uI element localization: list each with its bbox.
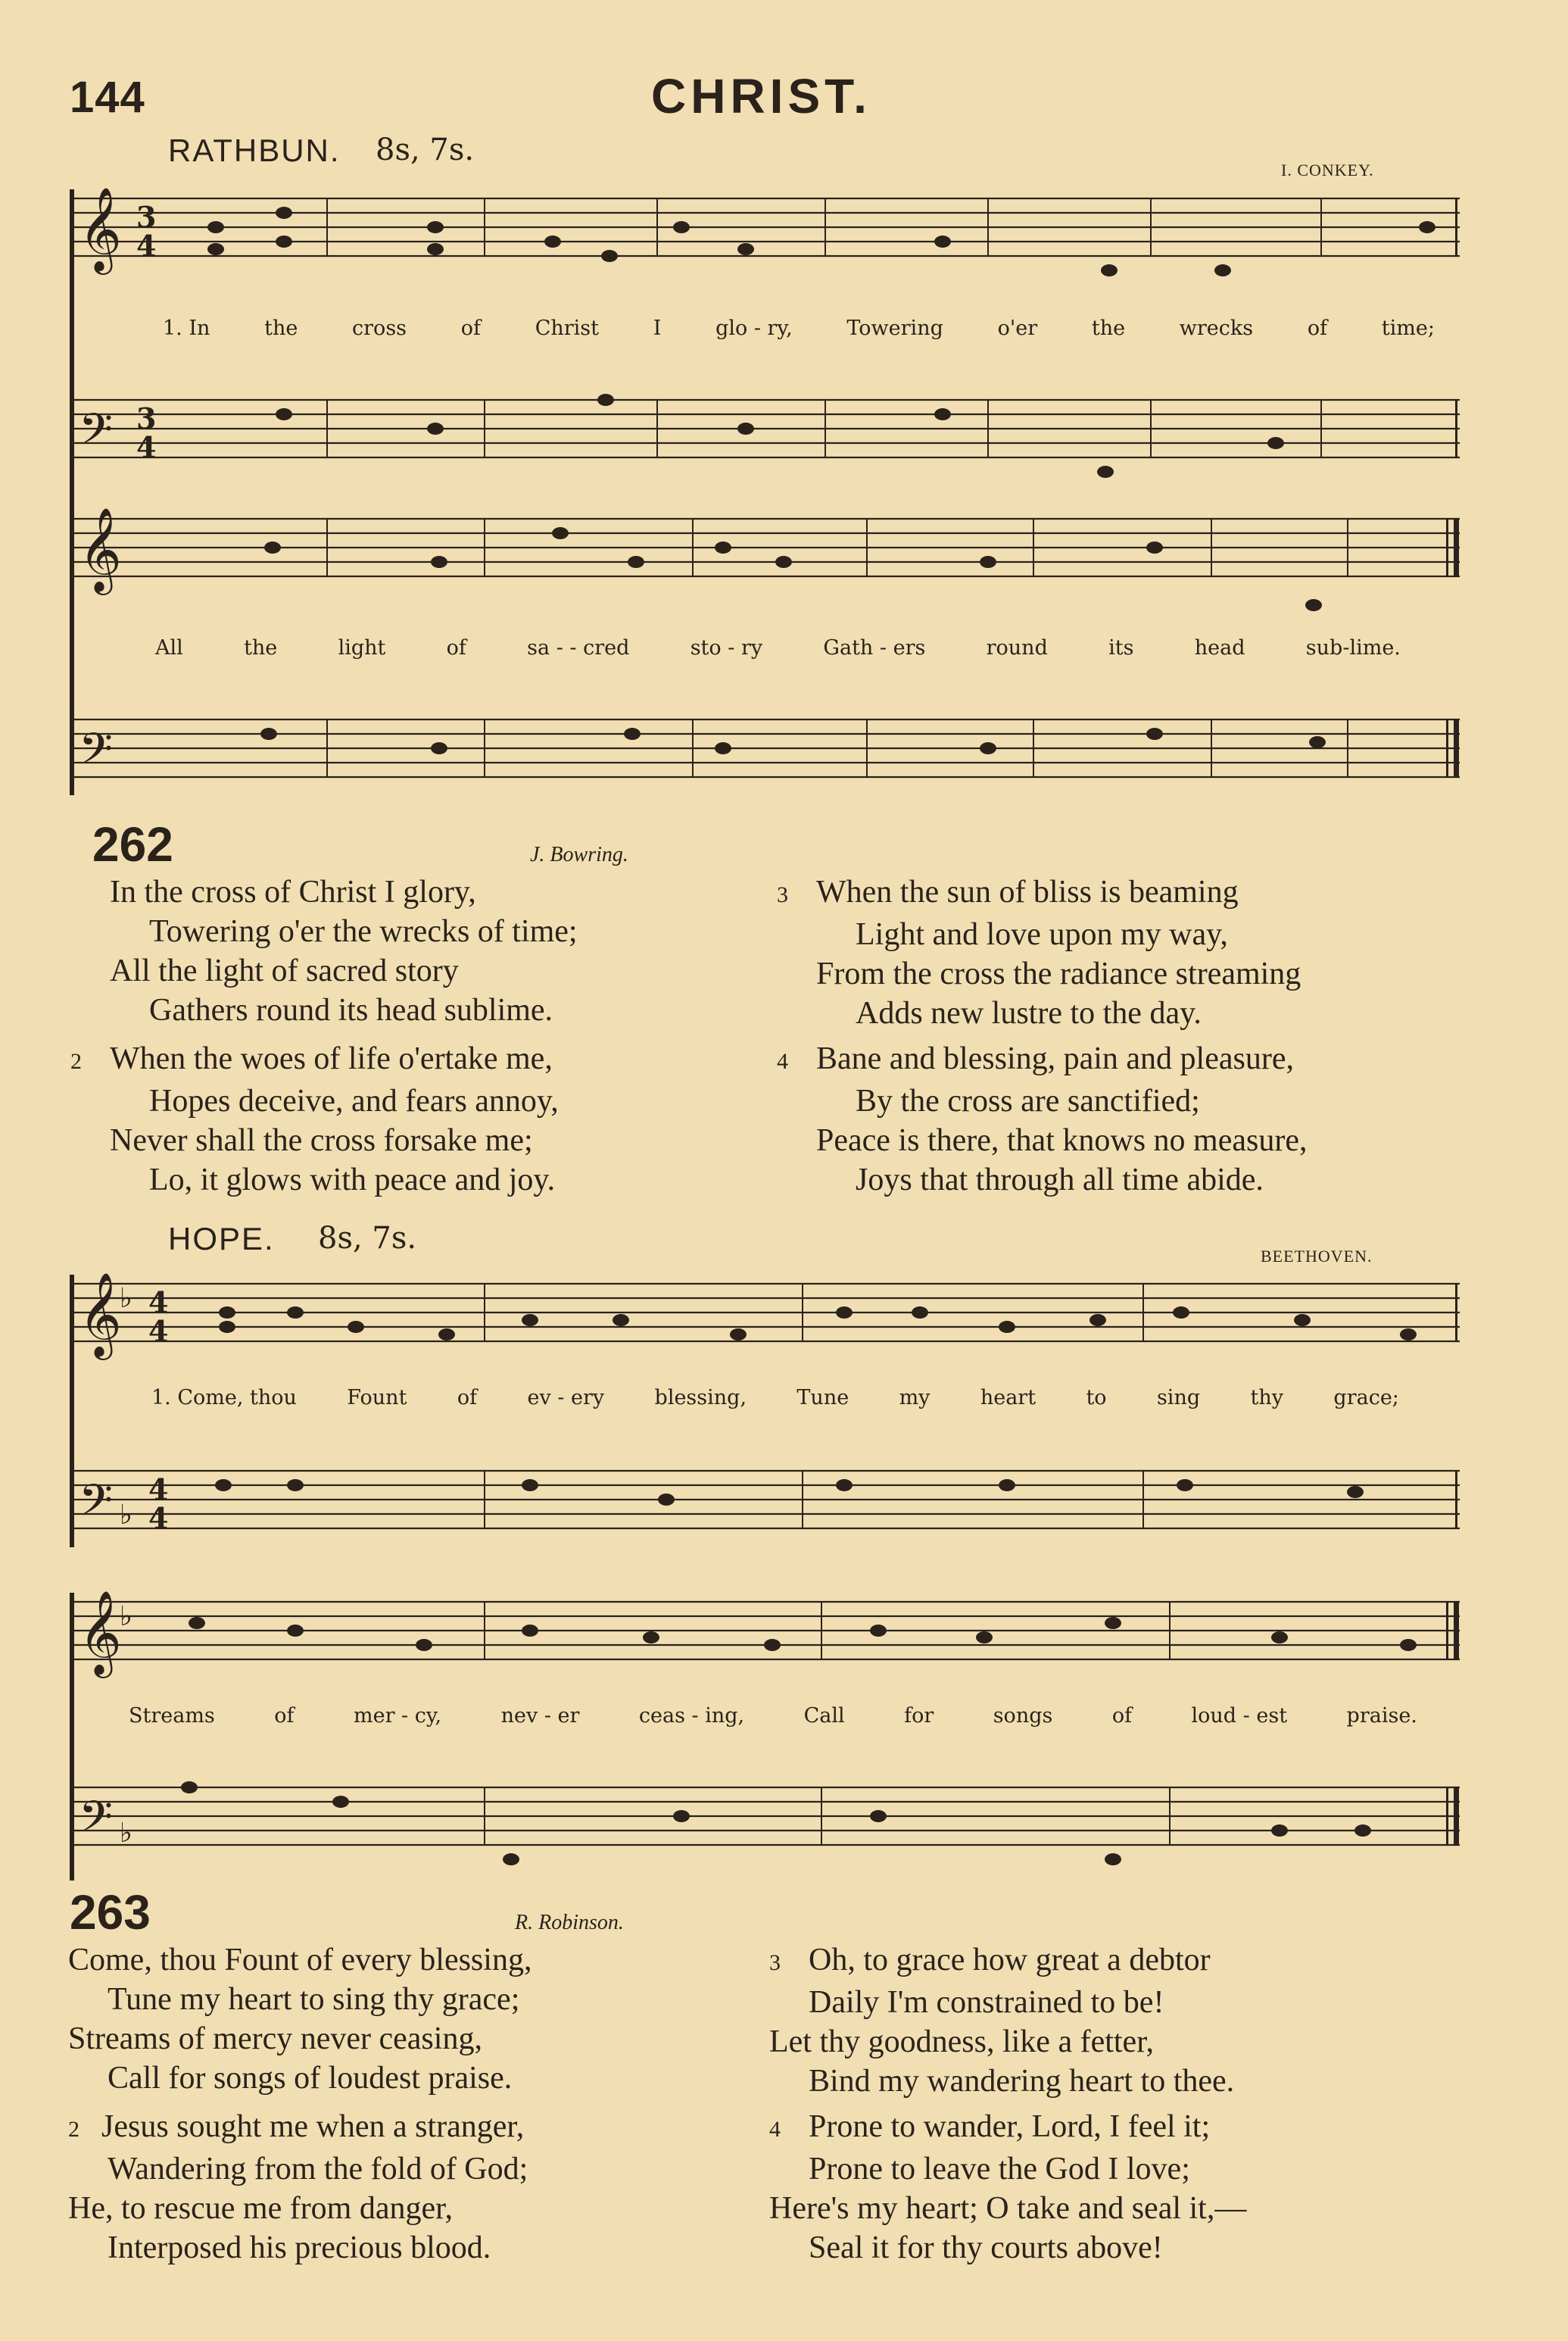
stanza-number: 4: [769, 2117, 781, 2142]
syllable: round: [986, 636, 1048, 660]
syllable: Streams: [129, 1704, 215, 1728]
hymn-author-262: J. Bowring.: [530, 843, 628, 866]
syllable: 1. Come, thou: [151, 1386, 297, 1409]
syllable: Towering: [846, 317, 943, 340]
svg-text:4: 4: [148, 1314, 169, 1348]
verse-line: Here's my heart; O take and seal it,—: [769, 2191, 1247, 2226]
svg-text:♭: ♭: [120, 1283, 132, 1314]
syllable: grace;: [1333, 1386, 1399, 1409]
tune-name-rathbun: RATHBUN.: [168, 133, 341, 168]
syllable: of: [457, 1386, 478, 1409]
tune-name-hope: HOPE.: [168, 1221, 275, 1256]
syllable: songs: [993, 1704, 1053, 1728]
syllable: light: [338, 636, 386, 660]
syllable: o'er: [997, 317, 1038, 340]
syllable: Tune: [796, 1386, 849, 1409]
tune-composer-rathbun: I. CONKEY.: [1281, 161, 1374, 179]
hymn-263-stanza-3: [769, 1940, 1234, 2101]
verse-line: Jesus sought me when a stranger,: [101, 2109, 525, 2144]
svg-text:4: 4: [148, 1501, 169, 1535]
syllable: ceas - ing,: [638, 1704, 745, 1728]
hymn-number-263: 263: [70, 1885, 151, 1940]
hymn-author-263: R. Robinson.: [515, 1911, 624, 1934]
syllable: the: [244, 636, 278, 660]
syllable: praise.: [1346, 1704, 1417, 1728]
syllable: 1. In: [163, 317, 210, 340]
syllable: glo - ry,: [715, 317, 793, 340]
verse-line: By the cross are sanctified;: [856, 1084, 1200, 1119]
syllable: the: [264, 317, 298, 340]
verse-line: Let thy goodness, like a fetter,: [769, 2024, 1154, 2059]
syllable: to: [1086, 1386, 1107, 1409]
svg-text:𝄞: 𝄞: [79, 1590, 122, 1675]
verse-line: Bind my wandering heart to thee.: [809, 2064, 1235, 2099]
verse-line: Gathers round its head sublime.: [149, 993, 553, 1028]
syllable: its: [1108, 636, 1134, 660]
verse-line: Light and love upon my way,: [856, 917, 1228, 952]
stanza-number: 3: [769, 1950, 781, 1975]
verse-line: All the light of sacred story: [110, 954, 459, 988]
svg-text:4: 4: [148, 1285, 169, 1319]
syllable: of: [460, 317, 481, 340]
verse-line: Joys that through all time abide.: [856, 1163, 1264, 1197]
verse-line: Come, thou Fount of every blessing,: [68, 1943, 532, 1977]
syllable: All: [155, 636, 183, 660]
tune-composer-hope: BEETHOVEN.: [1261, 1247, 1373, 1266]
syllable: I: [653, 317, 662, 340]
syllable: of: [274, 1704, 295, 1728]
svg-text:𝄢: 𝄢: [79, 404, 114, 466]
verse-line: Towering o'er the wrecks of time;: [149, 914, 578, 949]
syllable: sto - ry: [690, 636, 763, 660]
svg-text:𝄞: 𝄞: [79, 1272, 122, 1356]
syllable: Fount: [347, 1386, 407, 1409]
verse-line: Prone to wander, Lord, I feel it;: [809, 2109, 1211, 2144]
page-number: 144: [70, 73, 145, 122]
syllable: heart: [980, 1386, 1037, 1409]
verse-line: Adds new lustre to the day.: [856, 996, 1202, 1031]
verse-line: Call for songs of loudest praise.: [108, 2061, 513, 2096]
svg-text:4: 4: [148, 1472, 169, 1506]
syllable: Christ: [535, 317, 599, 340]
verse-line: Tune my heart to sing thy grace;: [108, 1982, 520, 2017]
hymn-263-stanza-4: [769, 2107, 1246, 2268]
syllable: head: [1194, 636, 1245, 660]
syllable: of: [446, 636, 466, 660]
svg-text:4: 4: [136, 430, 157, 464]
stanza-number: 3: [777, 882, 788, 907]
hymn-263-stanza-2: [68, 2107, 528, 2268]
stanza-number: 2: [70, 1049, 82, 1074]
hymn-number-262: 262: [92, 817, 173, 872]
verse-line: Bane and blessing, pain and pleasure,: [816, 1041, 1294, 1076]
syllable: nev - er: [500, 1704, 580, 1728]
syllable: sing: [1156, 1386, 1201, 1409]
svg-text:𝄢: 𝄢: [79, 723, 114, 785]
svg-text:♭: ♭: [120, 1601, 132, 1632]
verse-line: He, to rescue me from danger,: [68, 2191, 453, 2226]
syllable: wrecks: [1179, 317, 1254, 340]
svg-text:3: 3: [136, 401, 157, 435]
svg-text:♭: ♭: [120, 1818, 132, 1849]
underlay-hope-line-2: [129, 1704, 1417, 1728]
verse-line: Streams of mercy never ceasing,: [68, 2021, 482, 2056]
stanza-number: 2: [68, 2117, 79, 2142]
svg-text:𝄢: 𝄢: [79, 1791, 114, 1853]
svg-text:♭: ♭: [120, 1500, 132, 1531]
verse-line: Lo, it glows with peace and joy.: [149, 1163, 556, 1197]
verse-line: Wandering from the fold of God;: [108, 2152, 528, 2186]
verse-line: When the sun of bliss is beaming: [816, 875, 1239, 910]
stanza-number: 4: [777, 1049, 788, 1074]
syllable: Gath - ers: [823, 636, 926, 660]
syllable: for: [904, 1704, 934, 1728]
hymn-263-stanza-1: [68, 1940, 531, 2098]
syllable: of: [1111, 1704, 1133, 1728]
verse-line: In the cross of Christ I glory,: [110, 875, 476, 910]
syllable: the: [1091, 317, 1126, 340]
syllable: ev - ery: [527, 1386, 605, 1409]
verse-line: From the cross the radiance streaming: [816, 957, 1301, 991]
svg-text:𝄢: 𝄢: [79, 1475, 114, 1537]
syllable: of: [1307, 317, 1328, 340]
verse-line: Prone to leave the God I love;: [809, 2152, 1190, 2186]
syllable: time;: [1381, 317, 1435, 340]
tune-meter-hope: 8s, 7s.: [318, 1221, 417, 1256]
syllable: Call: [803, 1704, 845, 1728]
verse-line: Never shall the cross forsake me;: [110, 1123, 533, 1158]
syllable: sa - - cred: [527, 636, 630, 660]
syllable: sub-lime.: [1305, 636, 1401, 660]
verse-line: When the woes of life o'ertake me,: [110, 1041, 553, 1076]
svg-text:𝄞: 𝄞: [79, 507, 122, 591]
syllable: cross: [352, 317, 407, 340]
tune-meter-rathbun: 8s, 7s.: [376, 133, 475, 167]
running-title: CHRIST.: [651, 69, 871, 123]
syllable: loud - est: [1191, 1704, 1288, 1728]
syllable: blessing,: [654, 1386, 747, 1409]
svg-text:4: 4: [136, 229, 157, 263]
svg-text:𝄞: 𝄞: [79, 186, 122, 271]
syllable: mer - cy,: [353, 1704, 442, 1728]
syllable: thy: [1250, 1386, 1284, 1409]
syllable: my: [899, 1386, 931, 1409]
verse-line: Interposed his precious blood.: [108, 2230, 491, 2265]
verse-line: Hopes deceive, and fears annoy,: [149, 1084, 559, 1119]
svg-text:3: 3: [136, 200, 157, 234]
verse-line: Seal it for thy courts above!: [809, 2230, 1163, 2265]
verse-line: Peace is there, that knows no measure,: [816, 1123, 1308, 1158]
verse-line: Daily I'm constrained to be!: [809, 1985, 1164, 2020]
verse-line: Oh, to grace how great a debtor: [809, 1943, 1211, 1977]
underlay-hope-line-1: [151, 1386, 1399, 1409]
